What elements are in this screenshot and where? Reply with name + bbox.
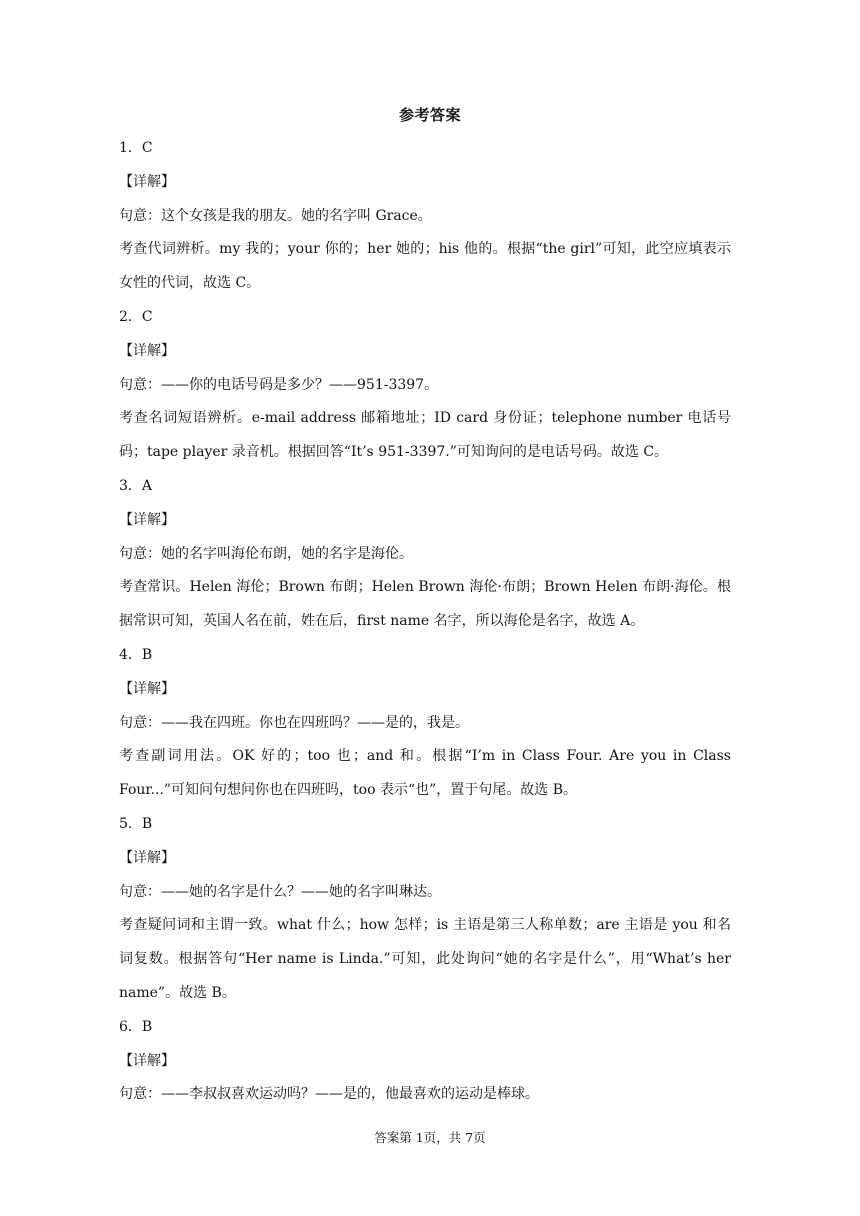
sentence-meaning: 句意：——她的名字是什么？——她的名字叫琳达。 — [119, 883, 441, 900]
question-number: 2．C — [119, 308, 153, 325]
explanation-tag: 【详解】 — [119, 849, 175, 866]
analysis-text: 考查代词辨析。my 我的；your 你的；her 她的；his 他的。根据“the girl”可知，此空应填表示女性的代词，故选 C。 — [119, 241, 731, 292]
sentence-meaning: 句意：她的名字叫海伦布朗，她的名字是海伦。 — [119, 545, 413, 562]
question-number: 6．B — [119, 1018, 153, 1035]
answer-item — [119, 639, 731, 808]
explanation-tag: 【详解】 — [119, 680, 175, 697]
page-footer: 答案第 1页，共 7页 — [374, 1130, 486, 1145]
question-number: 5．B — [119, 815, 153, 832]
document-title: 参考答案 — [398, 106, 461, 124]
explanation-tag: 【详解】 — [119, 511, 175, 528]
question-number: 1．C — [119, 140, 153, 156]
answer-item — [119, 470, 731, 639]
question-number: 4．B — [119, 646, 153, 663]
sentence-meaning: 句意：——你的电话号码是多少？——951-3397。 — [119, 376, 439, 393]
sentence-meaning: 句意：——我在四班。你也在四班吗？——是的，我是。 — [119, 714, 469, 731]
explanation-tag: 【详解】 — [119, 342, 175, 359]
answer-item — [119, 808, 731, 1011]
answer-item — [119, 301, 731, 470]
explanation-tag: 【详解】 — [119, 1052, 175, 1069]
sentence-meaning: 句意：这个女孩是我的朋友。她的名字叫 Grace。 — [119, 207, 432, 224]
analysis-text: 考查名词短语辨析。e-mail address 邮箱地址；ID card 身份证；telephone number 电话号码；tape player 录音机。根据回答“It’s 951-3397.”可知询问的是电话号码。故选 C。 — [119, 410, 731, 461]
analysis-text: 考查常识。Helen 海伦；Brown 布朗；Helen Brown 海伦·布朗；Brown Helen 布朗·海伦。根据常识可知，英国人名在前，姓在后，first name 名字，所以海伦是名字，故选 A。 — [119, 579, 731, 630]
question-number: 3．A — [119, 477, 153, 494]
analysis-text: 考查副词用法。OK 好的；too 也；and 和。根据“I’m in Class Four. Are you in Class Four...”可知问句想问你也在四班吗，too 表示“也”，置于句尾。故选 B。 — [119, 748, 731, 799]
sentence-meaning: 句意：——李叔叔喜欢运动吗？——是的，他最喜欢的运动是棒球。 — [119, 1086, 539, 1103]
explanation-tag: 【详解】 — [119, 173, 175, 190]
answer-item — [119, 132, 731, 301]
answer-list — [119, 132, 731, 1112]
analysis-text: 考查疑问词和主谓一致。what 什么；how 怎样；is 主语是第三人称单数；are 主语是 you 和名词复数。根据答句“Her name is Linda.”可知，此处询问“她的名字是什么”，用“What’s her name”。故选 B。 — [119, 917, 731, 1001]
answer-item — [119, 1011, 731, 1112]
